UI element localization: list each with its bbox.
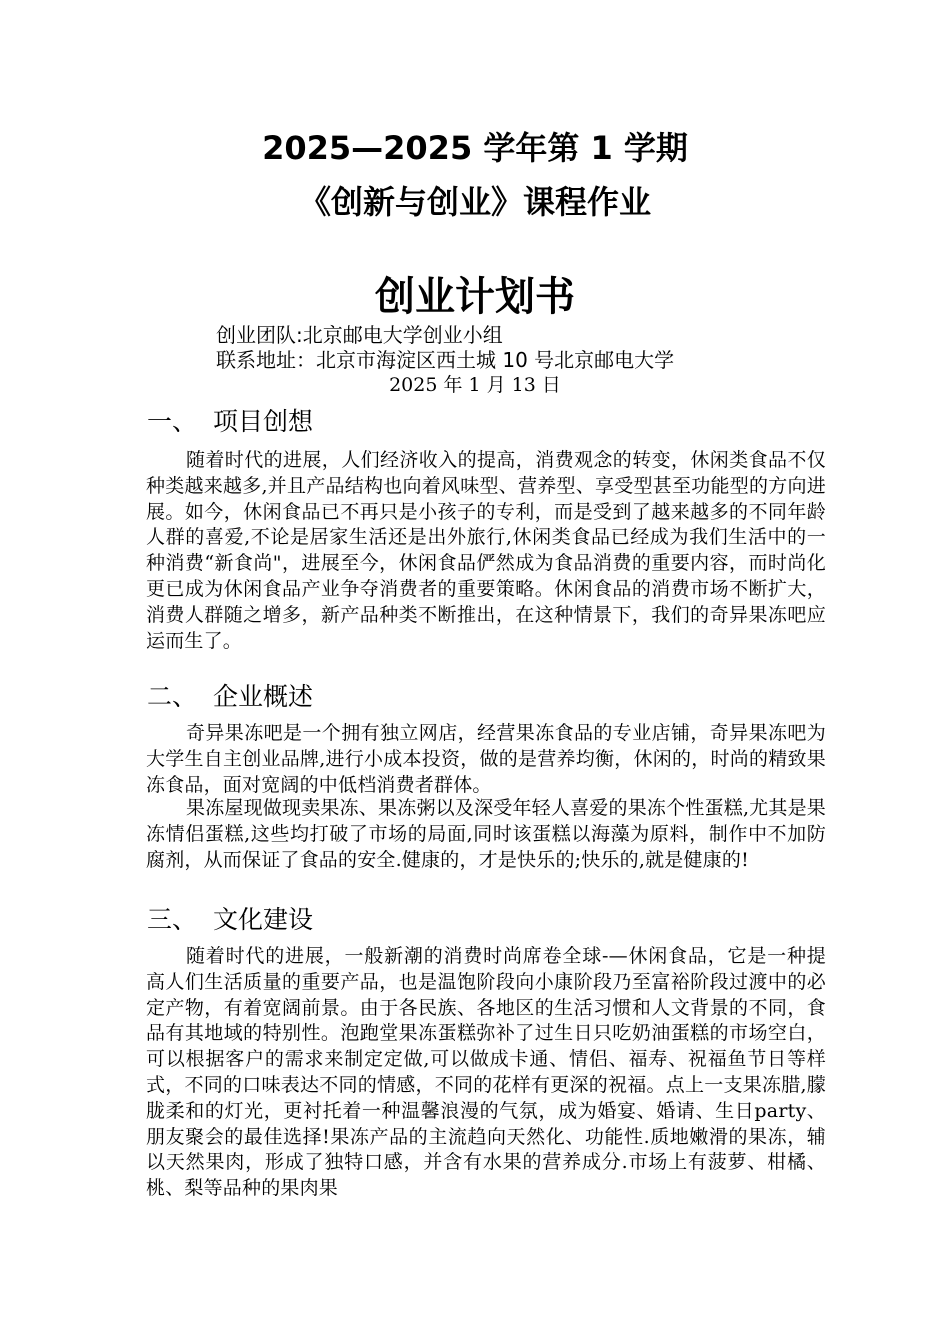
semester-title: 2025—2025 学年第 1 学期 xyxy=(262,129,688,167)
paragraph: 随着时代的进展，人们经济收入的提高，消费观念的转变，休闲类食品不仅种类越来越多,并且产品结构也向着风味型、营养型、享受型甚至功能型的方向进展。如今，休闲食品已不再只是小孩子的专利，而是受到了越来越多的不同年龄人群的喜爱,不论是居家生活还是出外旅行,休闲类食品已经成为我们生活中的一种消费“新食尚"，进展至今，休闲食品俨然成为食品消费的重要内容，而时尚化更已成为休闲食品产业争夺消费者的重要策略。休闲食品的消费市场不断扩大，消费人群随之增多，新产品种类不断推出，在这种情景下，我们的奇异果冻吧应运而生了。 xyxy=(146,449,826,652)
team-line: 创业团队:北京邮电大学创业小组 xyxy=(216,323,503,347)
course-title: 《创新与创业》课程作业 xyxy=(298,183,651,221)
section-heading-project-idea xyxy=(147,406,313,438)
paragraph: 果冻屋现做现卖果冻、果冻粥以及深受年轻人喜爱的果冻个性蛋糕,尤其是果冻情侣蛋糕,这些均打破了市场的局面,同时该蛋糕以海藻为原料，制作中不加防腐剂，从而保证了食品的安全.健康的，才是快乐的;快乐的,就是健康的! xyxy=(146,797,826,871)
section-heading-company-overview xyxy=(147,681,313,713)
section-heading-culture-building xyxy=(147,904,313,936)
section-number: 三、 xyxy=(147,905,198,934)
section-title: 文化建设 xyxy=(213,905,314,934)
paragraph: 奇异果冻吧是一个拥有独立网店，经营果冻食品的专业店铺，奇异果冻吧为大学生自主创业品牌,进行小成本投资，做的是营养均衡，休闲的，时尚的精致果冻食品，面对宽阔的中低档消费者群体。 xyxy=(146,722,826,796)
section-number: 一、 xyxy=(147,407,198,436)
section-title: 企业概述 xyxy=(213,682,314,711)
paragraph: 随着时代的进展，一般新潮的消费时尚席卷全球-—休闲食品，它是一种提高人们生活质量的重要产品，也是温饱阶段向小康阶段乃至富裕阶段过渡中的必定产物，有着宽阔前景。由于各民族、各地区的生活习惯和人文背景的不同，食品有其地域的特别性。泡跑堂果冻蛋糕弥补了过生日只吃奶油蛋糕的市场空白，可以根据客户的需求来制定定做,可以做成卡通、情侣、福寿、祝福鱼节日等样式，不同的口味表达不同的情感，不同的花样有更深的祝福。点上一支果冻腊,朦胧柔和的灯光，更衬托着一种温馨浪漫的气氛，成为婚宴、婚请、生日party、朋友聚会的最佳选择!果冻产品的主流趋向天然化、功能性.质地嫩滑的果冻，辅以天然果肉，形成了独特口感，并含有水果的营养成分.市场上有菠萝、柑橘、桃、梨等品种的果肉果 xyxy=(146,945,826,1200)
section-title: 项目创想 xyxy=(213,407,314,436)
address-line: 联系地址：北京市海淀区西土城 10 号北京邮电大学 xyxy=(216,348,675,372)
document-title: 创业计划书 xyxy=(375,274,575,320)
date-line: 2025 年 1 月 13 日 xyxy=(389,374,561,396)
section-number: 二、 xyxy=(147,682,198,711)
